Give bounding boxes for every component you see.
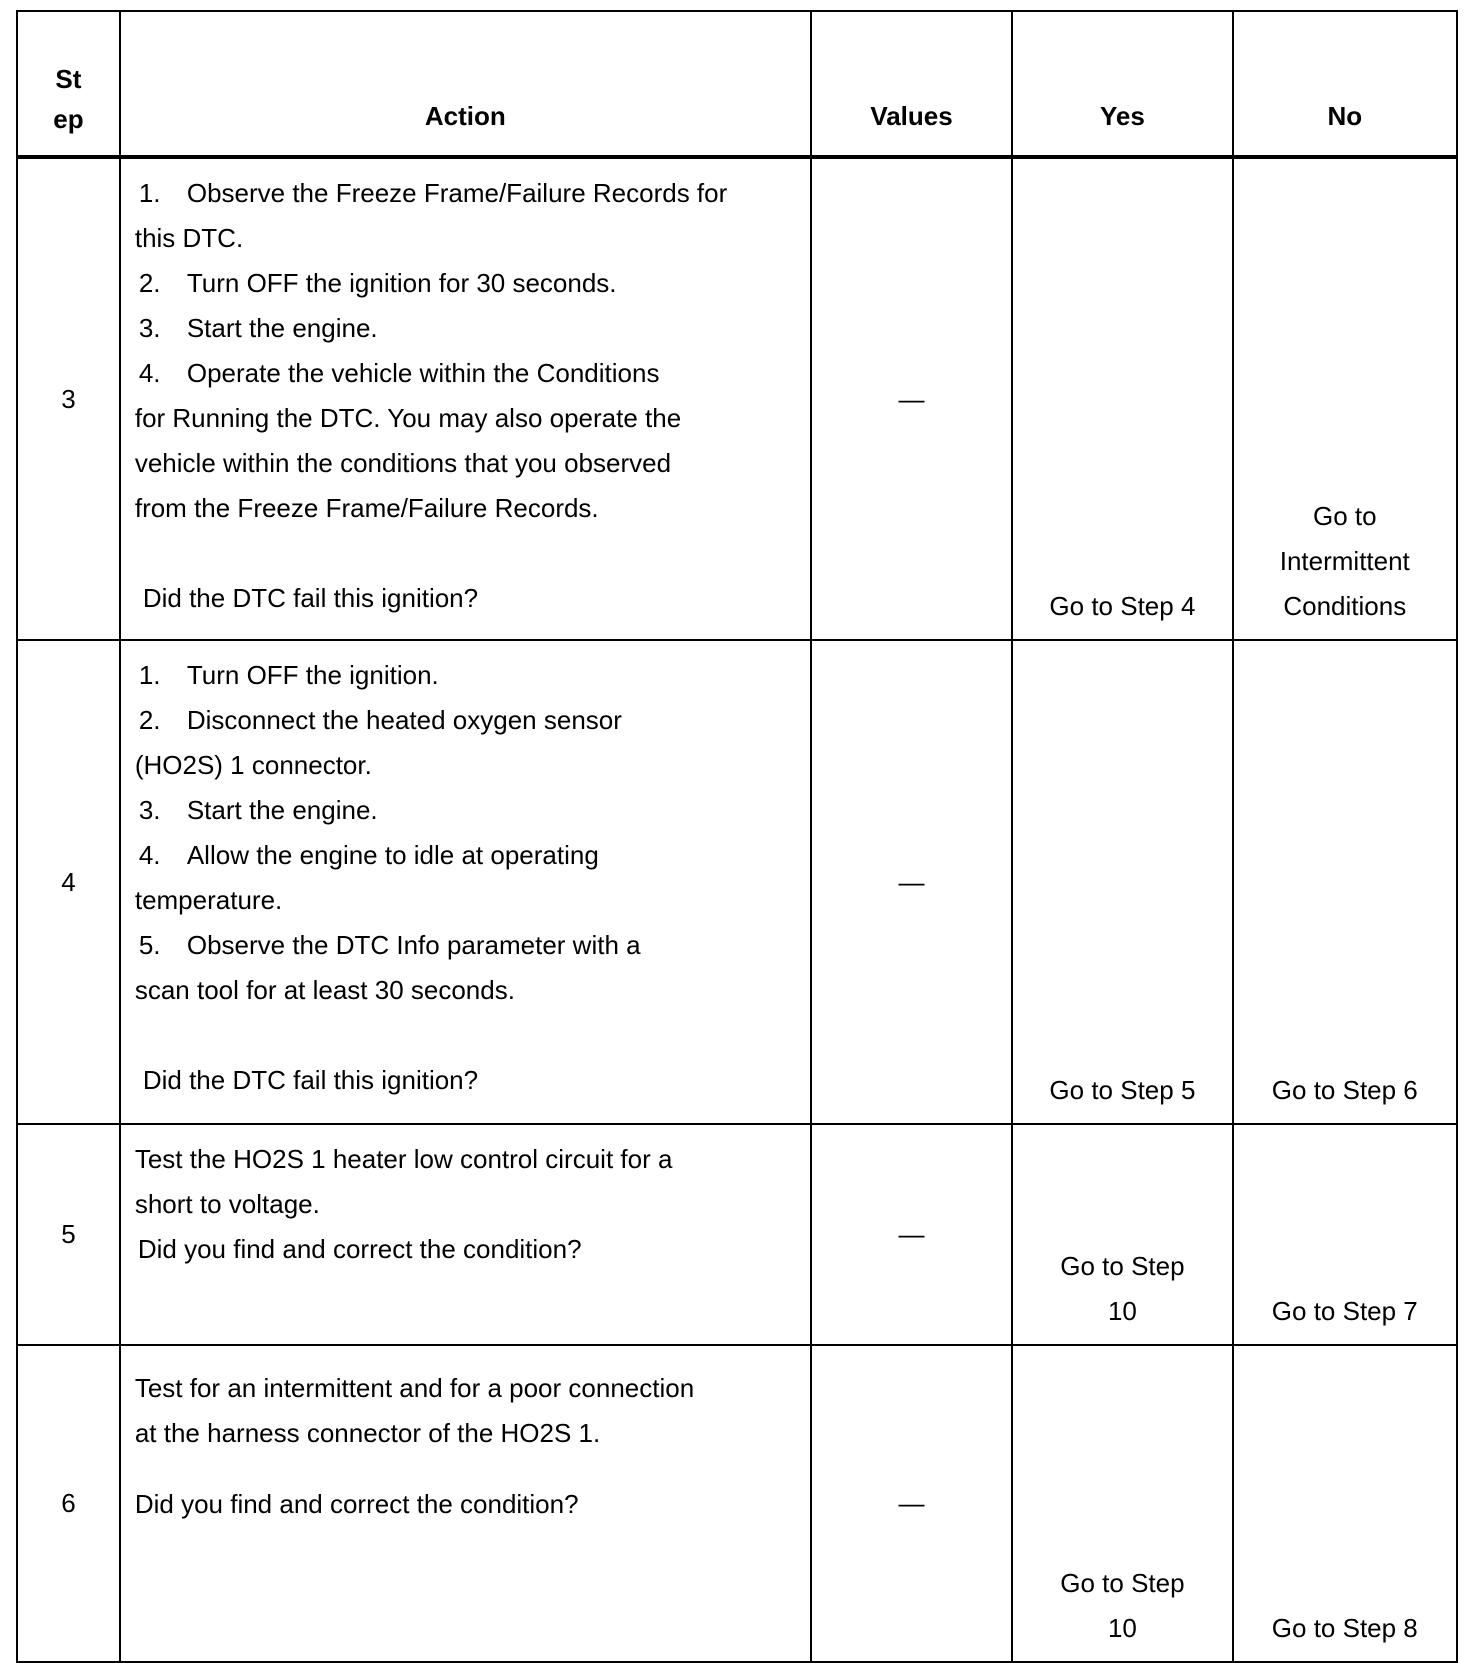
header-yes: Yes — [1012, 11, 1232, 157]
step-number: 4 — [17, 640, 120, 1124]
yes-cell: Go to Step 5 — [1012, 640, 1232, 1124]
yes-cell: Go to Step 10 — [1012, 1345, 1232, 1662]
step-number: 3 — [17, 157, 120, 640]
step-number: 5 — [17, 1124, 120, 1345]
header-step: St ep — [17, 11, 120, 157]
step-number: 6 — [17, 1345, 120, 1662]
values-cell: — — [811, 640, 1013, 1124]
question: Did you find and correct the condition? — [137, 1234, 582, 1264]
table-row — [17, 157, 1457, 640]
no-cell: Go to Intermittent Conditions — [1233, 157, 1457, 640]
header-values: Values — [811, 11, 1013, 157]
values-cell: — — [811, 1345, 1013, 1662]
question: Did the DTC fail this ignition? — [142, 1065, 479, 1095]
no-cell: Go to Step 8 — [1233, 1345, 1457, 1662]
values-cell: — — [811, 157, 1013, 640]
question: Did you find and correct the condition? — [134, 1489, 579, 1519]
yes-cell: Go to Step 10 — [1012, 1124, 1232, 1345]
action-cell: 1. Observe the Freeze Frame/Failure Records for this DTC. 2. Turn OFF the ignition for 30 seconds. 3. Start the engine. 4. Operate the vehicle within the Conditions for Running the DTC. You may also operate the vehicle within the conditions that you observed from the Freeze Frame/Failure Records. Did the DTC fail this ignition? — [120, 157, 811, 640]
header-action: Action — [120, 11, 811, 157]
no-cell: Go to Step 7 — [1233, 1124, 1457, 1345]
header-row — [17, 11, 1457, 157]
action-cell: Test for an intermittent and for a poor connection at the harness connector of the HO2S 1. Did you find and correct the condition? — [120, 1345, 811, 1662]
yes-cell: Go to Step 4 — [1012, 157, 1232, 640]
table-row — [17, 1124, 1457, 1345]
action-cell: 1. Turn OFF the ignition. 2. Disconnect the heated oxygen sensor (HO2S) 1 connector. 3. Start the engine. 4. Allow the engine to idle at operating temperature. 5. Observe the DTC Info parameter with a scan tool for at least 30 seconds. Did the DTC fail this ignition? — [120, 640, 811, 1124]
table-row — [17, 640, 1457, 1124]
diagnostic-table — [16, 10, 1458, 1663]
question: Did the DTC fail this ignition? — [142, 583, 479, 613]
action-cell: Test the HO2S 1 heater low control circuit for a short to voltage. Did you find and correct the condition? — [120, 1124, 811, 1345]
table-row — [17, 1345, 1457, 1662]
header-no: No — [1233, 11, 1457, 157]
values-cell: — — [811, 1124, 1013, 1345]
no-cell: Go to Step 6 — [1233, 640, 1457, 1124]
